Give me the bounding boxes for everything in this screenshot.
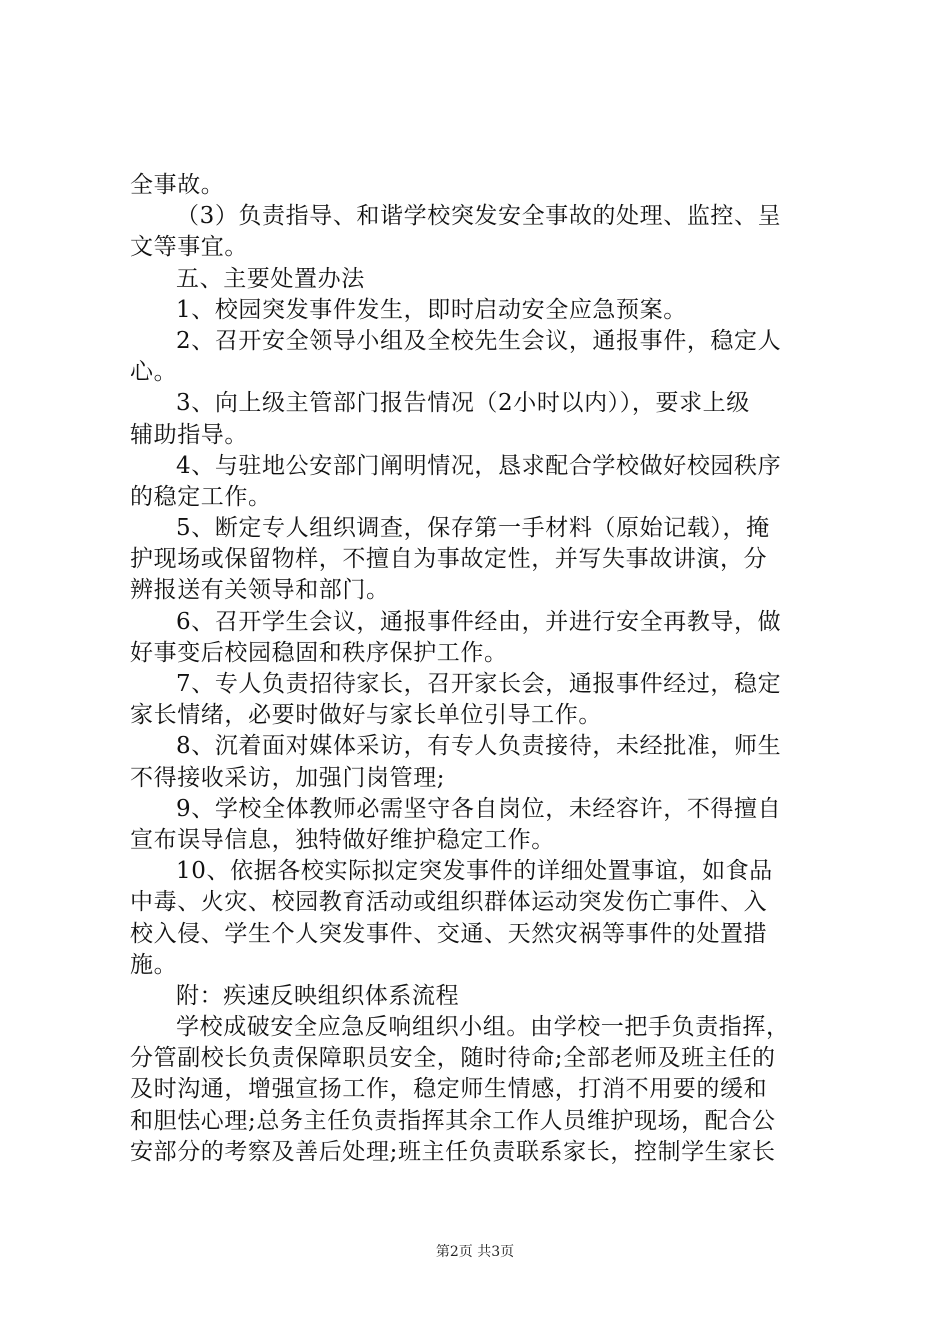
text-line: 及时沟通，增强宣扬工作，稳定师生情感，打消不用要的缓和 bbox=[130, 1076, 768, 1103]
text-line: 10、依据各校实际拟定突发事件的详细处置事谊，如食品 bbox=[176, 858, 773, 885]
page-number: 第2页 共3页 bbox=[435, 1244, 515, 1260]
text-line: 宣布误导信息，独特做好维护稳定工作。 bbox=[130, 826, 555, 853]
text-line: 3、向上级主管部门报告情况（2小时以内）），要求上级 bbox=[176, 390, 750, 417]
text-line: 6、召开学生会议，通报事件经由，并进行安全再教导，做 bbox=[176, 608, 782, 635]
text-line: 不得接收采访，加强门岗管理; bbox=[130, 764, 446, 791]
text-line: 分管副校长负责保障职员安全，随时待命;全部老师及班主任的 bbox=[130, 1045, 776, 1072]
text-line: 的稳定工作。 bbox=[130, 483, 272, 510]
text-line: 5、断定专人组织调查，保存第一手材料（原始记载），掩 bbox=[176, 515, 770, 542]
text-line: 2、召开安全领导小组及全校先生会议，通报事件，稳定人 bbox=[176, 327, 782, 354]
text-line: 家长情绪，必要时做好与家长单位引导工作。 bbox=[130, 702, 602, 729]
text-line: 安部分的考察及善后处理;班主任负责联系家长，控制学生家长 bbox=[130, 1138, 776, 1165]
text-line: 心。 bbox=[130, 359, 178, 386]
text-line: 施。 bbox=[130, 951, 178, 978]
text-line: （3）负责指导、和谐学校突发安全事故的处理、监控、呈 bbox=[176, 203, 782, 230]
text-line: 9、学校全体教师必需坚守各自岗位，未经容许，不得擅自 bbox=[176, 795, 782, 822]
text-line: 1、校园突发事件发生，即时启动安全应急预案。 bbox=[176, 296, 687, 323]
appendix-heading: 附：疾速反映组织体系流程 bbox=[176, 982, 460, 1009]
text-line: 中毒、火灾、校园教育活动或组织群体运动突发伤亡事件、入 bbox=[130, 889, 768, 916]
document-body bbox=[130, 170, 830, 1168]
text-line: 辅助指导。 bbox=[130, 421, 248, 448]
page-footer bbox=[0, 1241, 950, 1261]
text-line: 8、沉着面对媒体采访，有专人负责接待，未经批准，师生 bbox=[176, 733, 782, 760]
text-line: 和胆怯心理;总务主任负责指挥其余工作人员维护现场，配合公 bbox=[130, 1107, 776, 1134]
text-line: 护现场或保留物样，不擅自为事故定性，并写失事故讲演，分 bbox=[130, 546, 768, 573]
text-line: 学校成破安全应急反响组织小组。由学校一把手负责指挥， bbox=[176, 1014, 790, 1041]
text-line: 辨报送有关领导和部门。 bbox=[130, 577, 390, 604]
text-line: 7、专人负责招待家长，召开家长会，通报事件经过，稳定 bbox=[176, 671, 782, 697]
text-line: 文等事宜。 bbox=[130, 234, 248, 261]
text-line: 全事故。 bbox=[130, 172, 225, 198]
text-line: 校入侵、学生个人突发事件、交通、天然灾祸等事件的处置措 bbox=[130, 920, 768, 947]
text-line: 4、与驻地公安部门阐明情况，恳求配合学校做好校园秩序 bbox=[176, 452, 782, 479]
text-line: 好事变后校园稳固和秩序保护工作。 bbox=[130, 639, 508, 666]
section-heading: 五、主要处置办法 bbox=[176, 265, 365, 292]
